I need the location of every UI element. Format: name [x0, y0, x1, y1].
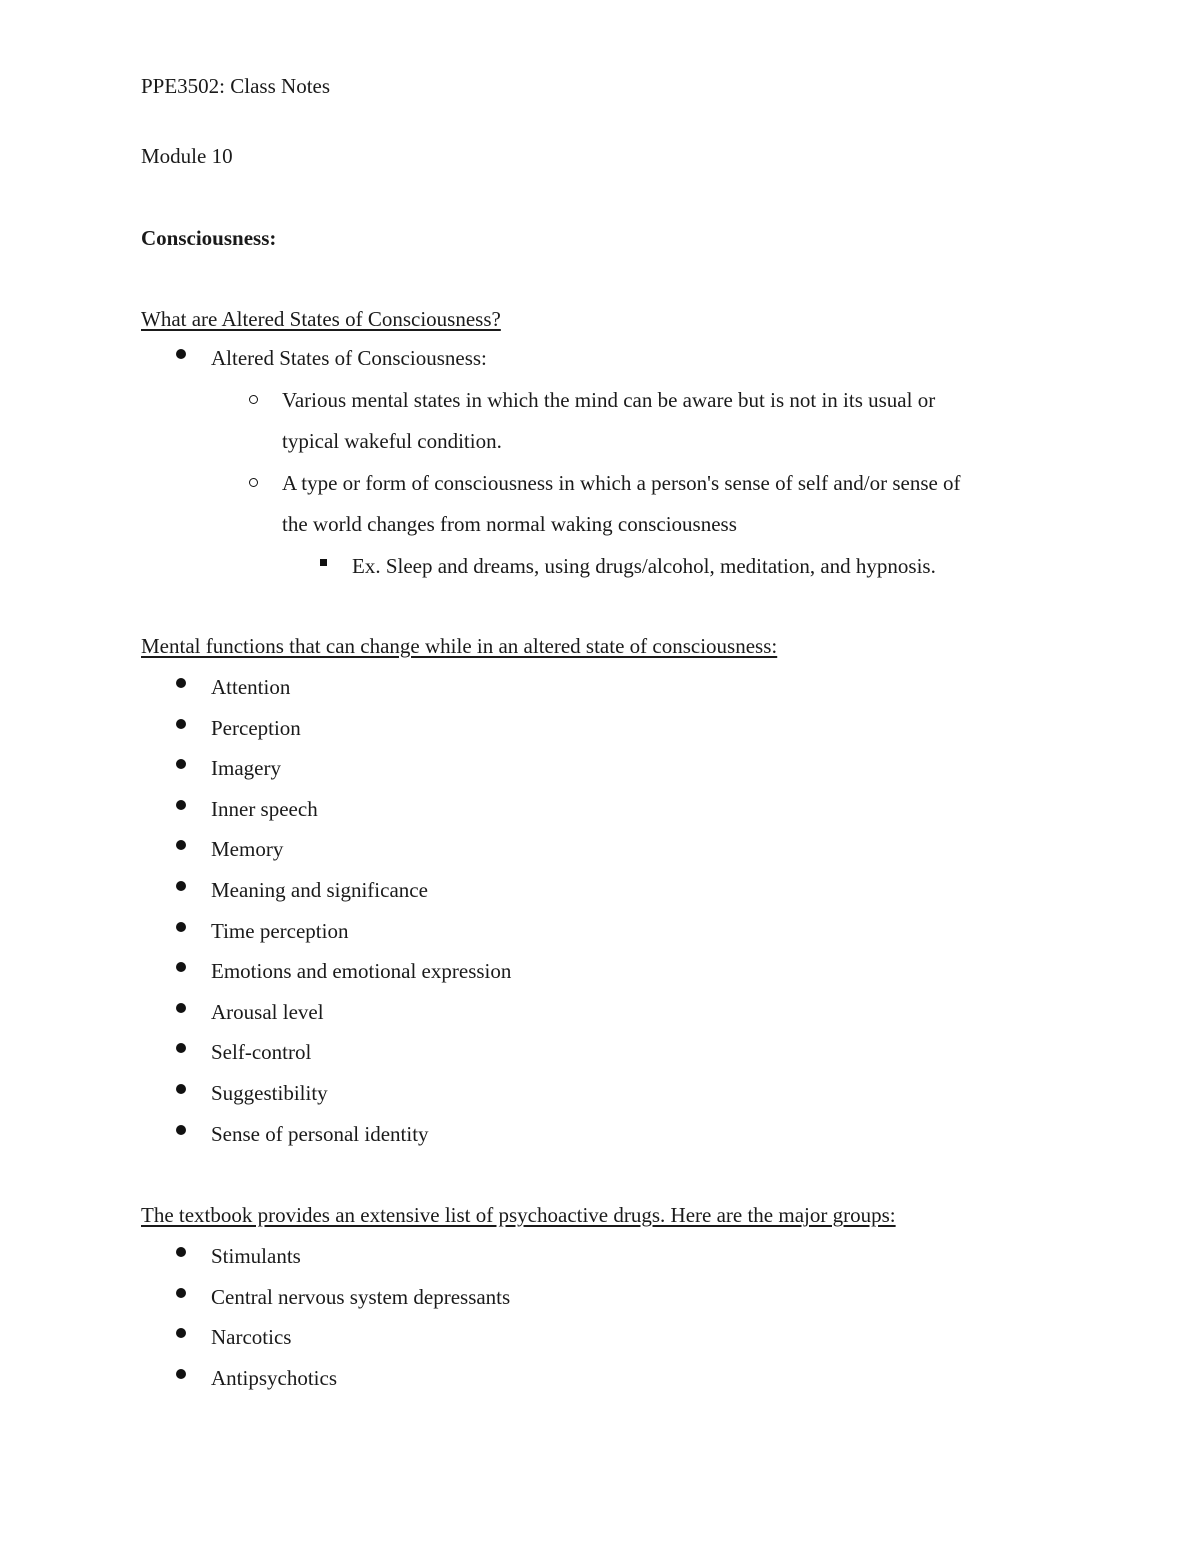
list-item: Central nervous system depressants — [211, 1284, 511, 1309]
bullet-icon — [176, 1125, 186, 1135]
bullet-icon — [176, 840, 186, 850]
section1-sub1-line1: Various mental states in which the mind can be aware but is not in its usual or — [282, 388, 936, 412]
bullet-icon — [176, 800, 186, 810]
bullet-icon — [176, 1369, 186, 1379]
list-item: Imagery — [211, 756, 281, 781]
topic-heading: Consciousness: — [141, 226, 277, 250]
section1-example: Ex. Sleep and dreams, using drugs/alcohol, meditation, and hypnosis. — [352, 554, 936, 578]
bullet-icon — [176, 1084, 186, 1094]
list-item: Time perception — [211, 918, 349, 943]
list-item: Perception — [211, 715, 301, 740]
bullet-icon — [176, 962, 186, 972]
bullet-icon — [176, 1247, 186, 1257]
bullet-icon — [176, 922, 186, 932]
section1-sub2-line1: A type or form of consciousness in which a person's sense of self and/or sense of — [282, 471, 961, 495]
list-item: Meaning and significance — [211, 878, 428, 902]
list-item: Narcotics — [211, 1325, 292, 1350]
list-item: Arousal level — [211, 999, 324, 1024]
bullet-icon — [176, 759, 186, 769]
list-item: Self-control — [211, 1040, 312, 1065]
section1-heading: What are Altered States of Consciousness? — [141, 307, 501, 331]
list-item: Memory — [211, 837, 284, 862]
module-label: Module 10 — [141, 144, 233, 168]
list-item: Inner speech — [211, 796, 318, 821]
bullet-icon — [176, 678, 186, 688]
list-item: Antipsychotics — [211, 1365, 337, 1390]
bullet-icon — [176, 1328, 186, 1338]
list-item: Suggestibility — [211, 1081, 328, 1105]
list-item: Attention — [211, 675, 291, 699]
bullet-icon — [176, 1003, 186, 1013]
section2-heading: Mental functions that can change while in an altered state of consciousness: — [141, 634, 778, 658]
course-title: PPE3502: Class Notes — [141, 74, 331, 98]
list-item: Sense of personal identity — [211, 1121, 429, 1146]
circle-bullet-icon — [249, 395, 258, 404]
bullet-icon — [176, 881, 186, 891]
bullet-icon — [176, 1043, 186, 1053]
square-bullet-icon — [320, 559, 327, 566]
section3-heading: The textbook provides an extensive list of psychoactive drugs. Here are the major groups: — [141, 1203, 896, 1227]
bullet-icon — [176, 719, 186, 729]
section1-sub2-line2: the world changes from normal waking consciousness — [282, 512, 737, 536]
bullet-icon — [176, 349, 186, 359]
list-item: Emotions and emotional expression — [211, 959, 512, 984]
section1-sub1-line2: typical wakeful condition. — [282, 429, 502, 453]
section1-bullet: Altered States of Consciousness: — [211, 346, 487, 370]
circle-bullet-icon — [249, 478, 258, 487]
bullet-icon — [176, 1288, 186, 1298]
list-item: Stimulants — [211, 1244, 301, 1268]
